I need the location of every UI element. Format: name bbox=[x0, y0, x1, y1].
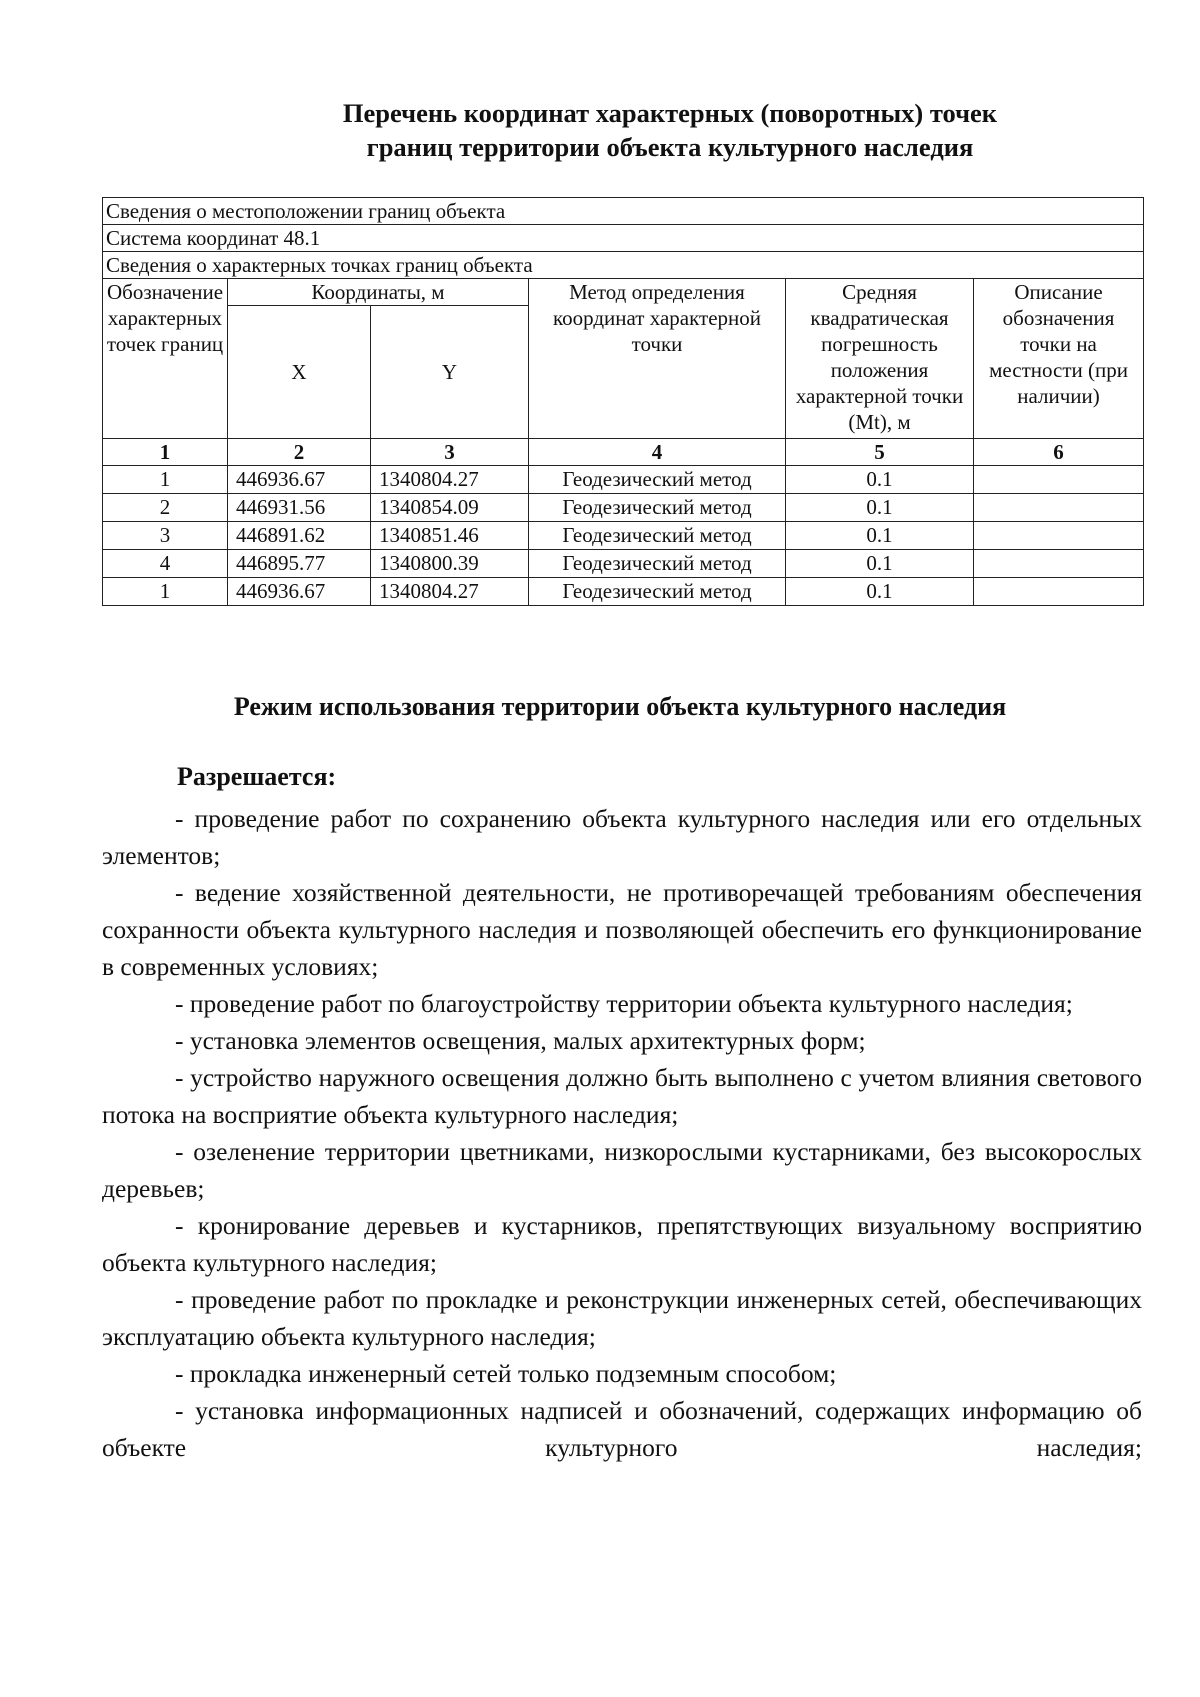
method-cell: Геодезический метод bbox=[529, 494, 786, 522]
list-item: - проведение работ по сохранению объекта культурного наследия или его отдельных элементов; bbox=[102, 804, 1142, 870]
error-cell: 0.1 bbox=[786, 550, 974, 578]
point-cell: 4 bbox=[103, 550, 228, 578]
description-cell bbox=[974, 522, 1144, 550]
coordinates-table bbox=[102, 197, 1144, 606]
x-cell: 446895.77 bbox=[228, 550, 371, 578]
list-item: - устройство наружного освещения должно быть выполнено с учетом влияния светового потока на восприятие объекта культурного наследия; bbox=[102, 1063, 1142, 1129]
x-cell: 446891.62 bbox=[228, 522, 371, 550]
document-title bbox=[200, 96, 1140, 164]
error-cell: 0.1 bbox=[786, 494, 974, 522]
list-item: - установка информационных надписей и обозначений, содержащих информацию об объекте культурного наследия; bbox=[102, 1396, 1142, 1462]
error-cell: 0.1 bbox=[786, 578, 974, 606]
table-row bbox=[103, 466, 1144, 494]
error-cell: 0.1 bbox=[786, 522, 974, 550]
table-row bbox=[103, 522, 1144, 550]
y-cell: 1340851.46 bbox=[371, 522, 529, 550]
allowed-label: Разрешается: bbox=[177, 762, 337, 791]
point-cell: 3 bbox=[103, 522, 228, 550]
header-coordinates: Координаты, м bbox=[228, 279, 529, 306]
list-item: - проведение работ по благоустройству территории объекта культурного наследия; bbox=[175, 989, 1073, 1018]
header-description: Описание обозначения точки на местности (при наличии) bbox=[974, 279, 1144, 439]
description-cell bbox=[974, 550, 1144, 578]
header-designation: Обозначение характерных точек границ bbox=[103, 279, 228, 439]
point-cell: 2 bbox=[103, 494, 228, 522]
method-cell: Геодезический метод bbox=[529, 466, 786, 494]
x-cell: 446931.56 bbox=[228, 494, 371, 522]
list-item: - проведение работ по прокладке и реконструкции инженерных сетей, обеспечивающих эксплуатацию объекта культурного наследия; bbox=[102, 1285, 1142, 1351]
column-number: 1 bbox=[103, 439, 228, 466]
list-item: - ведение хозяйственной деятельности, не противоречащей требованиям обеспечения сохранности объекта культурного наследия и позволяющей обеспечить его функционирование в современных условиях; bbox=[102, 878, 1142, 981]
y-cell: 1340804.27 bbox=[371, 578, 529, 606]
column-number: 6 bbox=[974, 439, 1144, 466]
y-cell: 1340804.27 bbox=[371, 466, 529, 494]
table-row bbox=[103, 578, 1144, 606]
column-number: 2 bbox=[228, 439, 371, 466]
y-cell: 1340800.39 bbox=[371, 550, 529, 578]
point-cell: 1 bbox=[103, 466, 228, 494]
x-cell: 446936.67 bbox=[228, 578, 371, 606]
header-method: Метод определения координат характерной точки bbox=[529, 279, 786, 439]
column-number: 3 bbox=[371, 439, 529, 466]
list-item: - прокладка инженерный сетей только подземным способом; bbox=[175, 1359, 837, 1388]
y-cell: 1340854.09 bbox=[371, 494, 529, 522]
table-row bbox=[103, 550, 1144, 578]
allowed-list bbox=[102, 800, 1142, 1466]
method-cell: Геодезический метод bbox=[529, 550, 786, 578]
column-number: 4 bbox=[529, 439, 786, 466]
description-cell bbox=[974, 494, 1144, 522]
info-row-location: Сведения о местоположении границ объекта bbox=[103, 198, 1144, 225]
column-number: 5 bbox=[786, 439, 974, 466]
column-numbers-row bbox=[103, 439, 1144, 466]
description-cell bbox=[974, 466, 1144, 494]
list-item: - установка элементов освещения, малых архитектурных форм; bbox=[175, 1026, 866, 1055]
list-item: - озеленение территории цветниками, низкорослыми кустарниками, без высокорослых деревьев; bbox=[102, 1137, 1142, 1203]
point-cell: 1 bbox=[103, 578, 228, 606]
header-error: Средняя квадратическая погрешность положения характерной точки (Mt), м bbox=[786, 279, 974, 439]
regime-title: Режим использования территории объекта культурного наследия bbox=[233, 692, 1007, 721]
title-line-2: границ территории объекта культурного наследия bbox=[366, 132, 974, 162]
table-row bbox=[103, 494, 1144, 522]
info-row-points: Сведения о характерных точках границ объекта bbox=[103, 252, 1144, 279]
method-cell: Геодезический метод bbox=[529, 578, 786, 606]
error-cell: 0.1 bbox=[786, 466, 974, 494]
x-cell: 446936.67 bbox=[228, 466, 371, 494]
list-item: - кронирование деревьев и кустарников, препятствующих визуальному восприятию объекта культурного наследия; bbox=[102, 1211, 1142, 1277]
title-line-1: Перечень координат характерных (поворотных) точек bbox=[342, 98, 998, 128]
header-x: X bbox=[228, 306, 371, 439]
header-y: Y bbox=[371, 306, 529, 439]
info-row-coordinate-system: Система координат 48.1 bbox=[103, 225, 1144, 252]
description-cell bbox=[974, 578, 1144, 606]
method-cell: Геодезический метод bbox=[529, 522, 786, 550]
